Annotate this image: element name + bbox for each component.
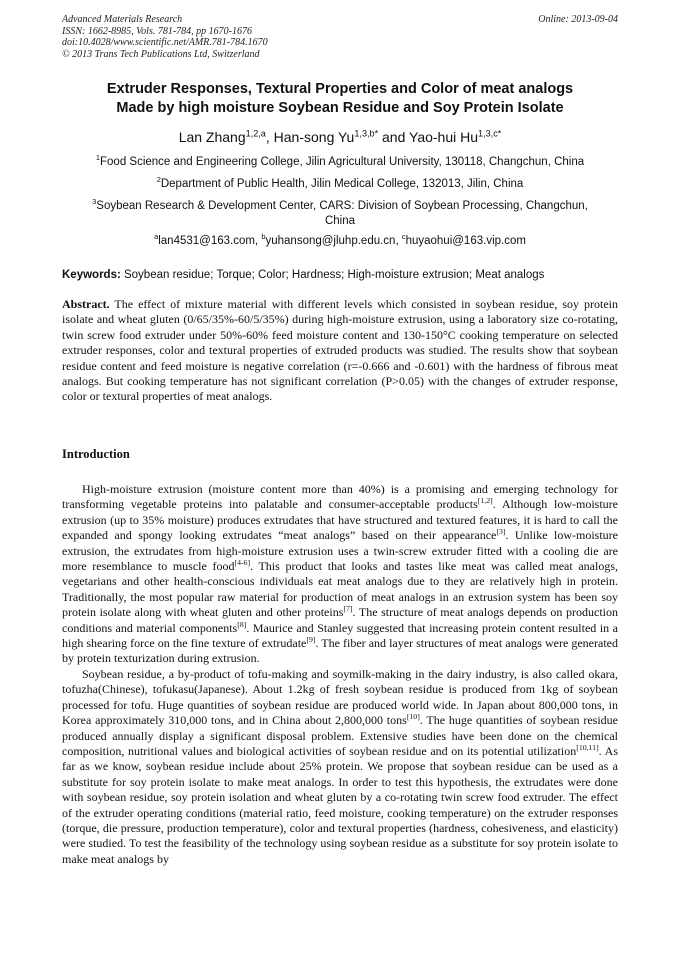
author-2: Han-song Yu: [273, 129, 355, 145]
affiliation-text: China: [324, 215, 356, 227]
email-address[interactable]: yuhansong@jluhp.edu.cn,: [265, 235, 402, 247]
author-3: Yao-hui Hu: [409, 129, 479, 145]
email-marker: c: [401, 232, 406, 242]
author-3-affiliation: 1,3,c*: [478, 128, 502, 139]
author-list: [62, 128, 618, 146]
title-line-2: Made by high moisture Soybean Residue and Soy Protein Isolate: [116, 100, 564, 116]
author-1-affiliation: 1,2,a: [245, 128, 266, 139]
citation[interactable]: [3]: [496, 527, 506, 537]
affiliation-text: Soybean Research & Development Center, CARS: Division of Soybean Processing, Changchun,: [96, 200, 588, 212]
author-separator: ,: [265, 129, 274, 145]
citation[interactable]: [1,2]: [477, 496, 493, 506]
keywords: [62, 268, 618, 283]
paragraph: [62, 482, 618, 667]
paragraph-text: . Although low-moisture extrusion (up to 35% moisture) produces extrudates that have structured and textured features, it is hard to call the expanded and spongy looking extrudates “meat analogs” based on their appearance: [62, 497, 618, 543]
paragraph: [62, 667, 618, 867]
paragraph-text: High-moisture extrusion (moisture content more than 40%) is a promising and emerging technology for transforming vegetable proteins into palatable and consumer-acceptable products: [62, 482, 618, 512]
email-address[interactable]: huyaohui@163.vip.com: [405, 235, 526, 247]
citation[interactable]: [8]: [237, 619, 247, 629]
section-heading-introduction: Introduction: [62, 447, 130, 461]
affiliation-text: Department of Public Health, Jilin Medical College, 132013, Jilin, China: [160, 178, 524, 190]
abstract-text: The effect of mixture material with different levels which consisted in soybean residue, soy protein isolate and wheat gluten (0/65/35%-60/5/35%) during high-moisture extrusion, using a laboratory size co-rotating, twin screw food extruder under 50%-60% feed moisture content and 130-150°C cooking temperature on selected extruder responses, color and textural properties of extruded products was studied. The results show that soybean residue content and feed moisture is negative correlation (r=-0.666 and -0.601) with the hardness of fibrous meat analogs. But cooking temperature has not significant correlation (P>0.05) with the changes of extruder response, color or textural properties of meat analogs.: [62, 297, 618, 404]
journal-header: [62, 14, 618, 60]
citation[interactable]: [9]: [306, 635, 316, 645]
paragraph-text: Soybean residue, a by-product of tofu-making and soymilk-making in the dairy industry, is also called okara, tofuzha(Chinese), tofukasu(Japanese). About 1.2kg of fresh soybean residue is produced from 1kg of soybean processed for tofu. Huge quantities of soybean residue are produced world wide. In Japan about 800,000 tons, in Korea approximately 310,000 tons, and in China about 2,800,000 tons: [62, 666, 618, 728]
affiliation-3: [62, 199, 618, 229]
keywords-label: Keywords:: [62, 269, 121, 281]
affiliation-1: [62, 155, 618, 170]
journal-issn: ISSN: 1662-8985, Vols. 781-784, pp 1670-1676: [62, 25, 252, 37]
keywords-text: Soybean residue; Torque; Color; Hardness; High-moisture extrusion; Meat analogs: [120, 269, 545, 281]
citation[interactable]: [10,11]: [576, 742, 599, 752]
paragraph-text: . The structure of meat analogs depends on production conditions and material components: [62, 605, 618, 635]
author-2-affiliation: 1,3,b*: [354, 128, 379, 139]
title-line-1: Extruder Responses, Textural Properties and Color of meat analogs: [106, 81, 574, 97]
paragraph-text: . Unlike low-moisture extrusion, the extrudates from high-moisture extrusion uses a twin-screw extruder fitted with a cooling die are more resemblance to muscle food: [62, 528, 618, 574]
email-marker: a: [154, 232, 159, 242]
paper-title: [62, 80, 618, 118]
author-1: Lan Zhang: [178, 129, 246, 145]
paragraph-text: . The huge quantities of soybean residue produced annually display a significant disposal problem. Extensive studies have been done on the chemical composition, nutritional values and biological activities of soybean residue and on its potential utilization: [62, 713, 618, 758]
paragraph-text: . Maurice and Stanley suggested that increasing protein content resulted in a high shearing force on the fine texture of extrudate: [62, 620, 619, 651]
paragraph-text: . As far as we know, soybean residue include about 25% protein. We propose that soybean residue can be used as a substitute for soy protein isolate to make meat analogs. In order to test this hypothesis, the extrudates were done with soybean residue, soy protein isolation and wheat gluten by a co-rotating twin screw food extruder. The effect of the extruder operating conditions (material ratio, feed moisture, cooking temperature) on the extruder responses (torque, die pressure, production temperature), color and textural properties (hardness, cohesiveness, and elasticity) were studied. To test the feasibility of the technology using soybean residue as a substitute for soy protein isolate to make meat analogs by: [62, 743, 618, 866]
affiliation-number: 1: [95, 153, 100, 163]
journal-doi: doi:10.4028/www.scientific.net/AMR.781-784.1670: [62, 37, 268, 48]
abstract-label: Abstract.: [62, 297, 110, 311]
online-date: Online: 2013-09-04: [538, 14, 618, 25]
affiliation-number: 2: [156, 175, 161, 185]
journal-copyright: © 2013 Trans Tech Publications Ltd, Switzerland: [62, 48, 260, 60]
email-address[interactable]: lan4531@163.com,: [158, 235, 262, 247]
citation[interactable]: [4-6]: [234, 558, 251, 568]
paragraph-text: . The fiber and layer structures of meat analogs were generated by protein texturization during extrusion.: [62, 636, 618, 666]
citation[interactable]: [10]: [406, 712, 420, 722]
affiliation-2: [62, 177, 618, 192]
affiliation-number: 3: [92, 197, 97, 207]
citation[interactable]: [7]: [343, 604, 353, 614]
abstract: [62, 297, 618, 405]
introduction-body: [62, 482, 618, 867]
journal-name: Advanced Materials Research: [62, 14, 183, 25]
email-marker: b: [261, 232, 266, 242]
author-separator: and: [378, 129, 410, 145]
affiliation-text: Food Science and Engineering College, Jilin Agricultural University, 130118, Changchun, China: [100, 156, 585, 168]
paragraph-text: . This product that looks and tastes like meat was called meat analogs, vegetarians and other health-conscious individuals eat meat analogs due to they are relatively high in protein. Traditionally, the most popular raw material for production of meat analogs in an extrusion system has been soy protein isolate along with wheat gluten and other proteins: [62, 559, 618, 620]
email-line: [62, 234, 618, 249]
